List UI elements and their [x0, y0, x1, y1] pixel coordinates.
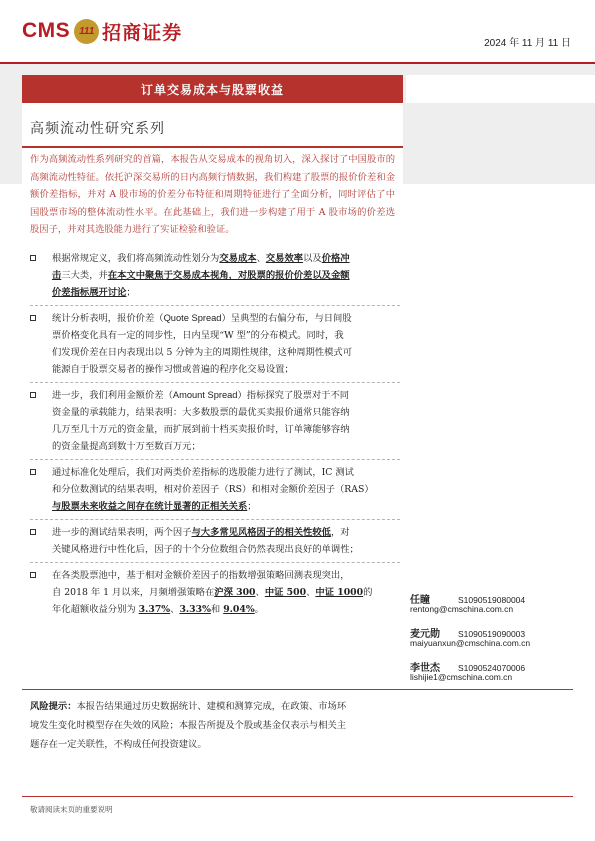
- bullet-text: 、: [256, 253, 266, 264]
- bullet-text: 几万至几十万元的资金量，而扩展到前十档买卖报价时，订单簿能够容纳: [52, 424, 350, 435]
- bullet-item: [30, 524, 400, 558]
- author-license: S1090524070006: [458, 663, 526, 673]
- footer-note: 敬请阅读末页的重要说明: [30, 805, 113, 814]
- bullet-text: 、: [170, 604, 180, 615]
- bullet-item: [30, 387, 400, 455]
- author-license: S1090519080004: [458, 595, 526, 605]
- bullet-text: 价差指标展开讨论: [52, 287, 127, 298]
- bullet-text: 和分位数测试的结果表明，相对价差因子（RS）和相对金额价差因子（RAS）: [52, 484, 374, 495]
- bullet-separator: [30, 519, 400, 520]
- bullet-text: 关键风格进行中性化后，因子的十个分位数组合仍然表现出良好的单调性；: [52, 544, 359, 555]
- bullet-text: 击: [52, 270, 62, 281]
- bullet-text: 票价格变化具有一定的同步性，日内呈现“W 型”的分布模式。同时，我: [52, 330, 344, 341]
- abstract: 作为高频流动性系列研究的首篇，本报告从交易成本的视角切入，深入探讨了中国股市的高频流动性特征。依托沪深交易所的日内高频行情数据，我们构建了股票的报价价差和金额价差指标，并对 A 股市场的价差分布特征和周期特征进行了全面分析，同时评估了中国股票市场的整体流动性水平。在此基础上，我们进一步构建了用于 A 股市场的价差选股因子，并对其选股能力进行了实证检验和验证。: [30, 154, 395, 235]
- bullet-text: 与股票未来收益之间存在统计显著的正相关关系: [52, 501, 248, 512]
- bullet-text: 、: [306, 587, 316, 598]
- bullet-text: 交易成本: [219, 253, 257, 264]
- bullet-text: 通过标准化处理后，我们对两类价差指标的选股能力进行了测试，IC 测试: [52, 467, 354, 478]
- bullet-text: 和: [210, 604, 224, 615]
- bullet-item: [30, 310, 400, 378]
- risk-line-2: 境发生变化时模型存在失效的风险；本报告所提及个股或基金仅表示与相关主: [30, 720, 347, 731]
- bullet-text: 交易效率: [265, 253, 304, 264]
- bullet-text: ）指标探究了股票对于不同: [237, 390, 350, 401]
- company-logo: [22, 16, 182, 46]
- bullet-text: 年化超额收益分别为: [52, 604, 139, 615]
- bullet-text: ；: [126, 287, 136, 298]
- bullet-text: 以及: [303, 253, 322, 264]
- bullet-item: [30, 250, 400, 301]
- bullet-text: 3.33%: [179, 604, 211, 615]
- bullet-text: 价格冲: [321, 253, 350, 264]
- title-side-strip: [406, 75, 595, 103]
- author-row: [410, 659, 580, 672]
- bullet-text: 沪深 300: [214, 587, 256, 598]
- bullet-separator: [30, 459, 400, 460]
- bullet-square-icon: [30, 469, 36, 475]
- author-row: [410, 591, 580, 604]
- logo-chinese: 招商证券: [102, 21, 183, 44]
- risk-line-3: 题存在一定关联性，不构成任何投资建议。: [30, 739, 207, 750]
- bullet-text: 中证 500: [264, 587, 307, 598]
- risk-lead: 风险提示：: [30, 701, 77, 712]
- author-license: S1090519090003: [458, 629, 526, 639]
- bullet-text: 们发现价差在日内表现出以 5 分钟为主的周期性规律，这种周期性模式可: [52, 347, 353, 358]
- report-title: 订单交易成本与股票收益: [140, 82, 284, 97]
- bullet-separator: [30, 382, 400, 383]
- footer-rule: [22, 796, 573, 797]
- risk-line-1: 本报告结果通过历史数据统计、建模和测算完成，在政策、市场环: [76, 701, 347, 712]
- bullet-square-icon: [30, 255, 36, 261]
- bullet-square-icon: [30, 315, 36, 321]
- bullet-text: 与大多常见风格因子的相关性较低: [191, 527, 331, 538]
- bullet-square-icon: [30, 572, 36, 578]
- bullet-text: 9.04%: [223, 604, 255, 615]
- risk-warning: [30, 697, 570, 754]
- bullet-text: Amount Spread: [172, 390, 238, 400]
- bullet-text: 中证 1000: [315, 587, 364, 598]
- bullet-item: [30, 464, 400, 515]
- bullet-text: 进一步，我们利用金额价差（: [52, 390, 173, 401]
- series-name: 高频流动性研究系列: [30, 121, 165, 137]
- bullet-separator: [30, 562, 400, 563]
- bullet-text: 在各类股票池中，基于相对金额价差因子的指数增强策略回测表现突出，: [52, 570, 350, 581]
- logo-emblem: 111: [74, 19, 99, 44]
- author-name: 李世杰: [410, 663, 440, 674]
- bullet-text: 自 2018 年 1 月以来，月频增强策略在: [52, 587, 215, 598]
- bullet-text: 进一步的测试结果表明，两个因子: [52, 527, 192, 538]
- bullet-text: 3.37%: [138, 604, 171, 615]
- bullet-text: Quote Spread: [163, 313, 222, 323]
- author-email-link[interactable]: maiyuanxun@cmschina.com.cn: [410, 638, 531, 648]
- bullet-text: 、: [255, 587, 265, 598]
- bullet-text: 资金量的承载能力，结果表明：大多数股票的最优买卖报价通常只能容纳: [52, 407, 350, 418]
- bullet-text: 的资金量提高到数十万至数百万元；: [52, 441, 201, 452]
- author-name: 任瞳: [410, 595, 430, 606]
- risk-rule: [22, 689, 573, 690]
- author-row: [410, 625, 580, 638]
- bullet-item: [30, 567, 400, 618]
- bullet-text: ；: [247, 501, 257, 512]
- title-bar: [22, 75, 403, 103]
- bullet-text: ，对: [330, 527, 350, 538]
- bullet-square-icon: [30, 392, 36, 398]
- bullet-separator: [30, 305, 400, 306]
- key-points: [30, 250, 400, 618]
- bullet-text: 。: [254, 604, 264, 615]
- author-name: 麦元勋: [410, 629, 440, 640]
- bullet-text: 三大类，并: [61, 270, 108, 281]
- author-email-link[interactable]: lishijie1@cmschina.com.cn: [410, 672, 513, 682]
- logo-latin: CMS: [22, 19, 71, 42]
- bullet-text: ）呈典型的右偏分布，与日间股: [221, 313, 352, 324]
- bullet-square-icon: [30, 529, 36, 535]
- report-date: 2024 年 11 月 11 日: [484, 38, 571, 49]
- bullet-text: 在本文中聚焦于交易成本视角，对股票的报价价差以及金额: [107, 270, 350, 281]
- bullet-text: 统计分析表明，报价价差（: [52, 313, 164, 324]
- bullet-text: 根据常规定义，我们将高频流动性划分为: [52, 253, 220, 264]
- bullet-text: 的: [363, 587, 373, 598]
- author-email-link[interactable]: rentong@cmschina.com.cn: [410, 604, 514, 614]
- bullet-text: 能源自于股票交易者的操作习惯或普遍的程序化交易设置；: [52, 364, 294, 375]
- author-list: [410, 591, 580, 693]
